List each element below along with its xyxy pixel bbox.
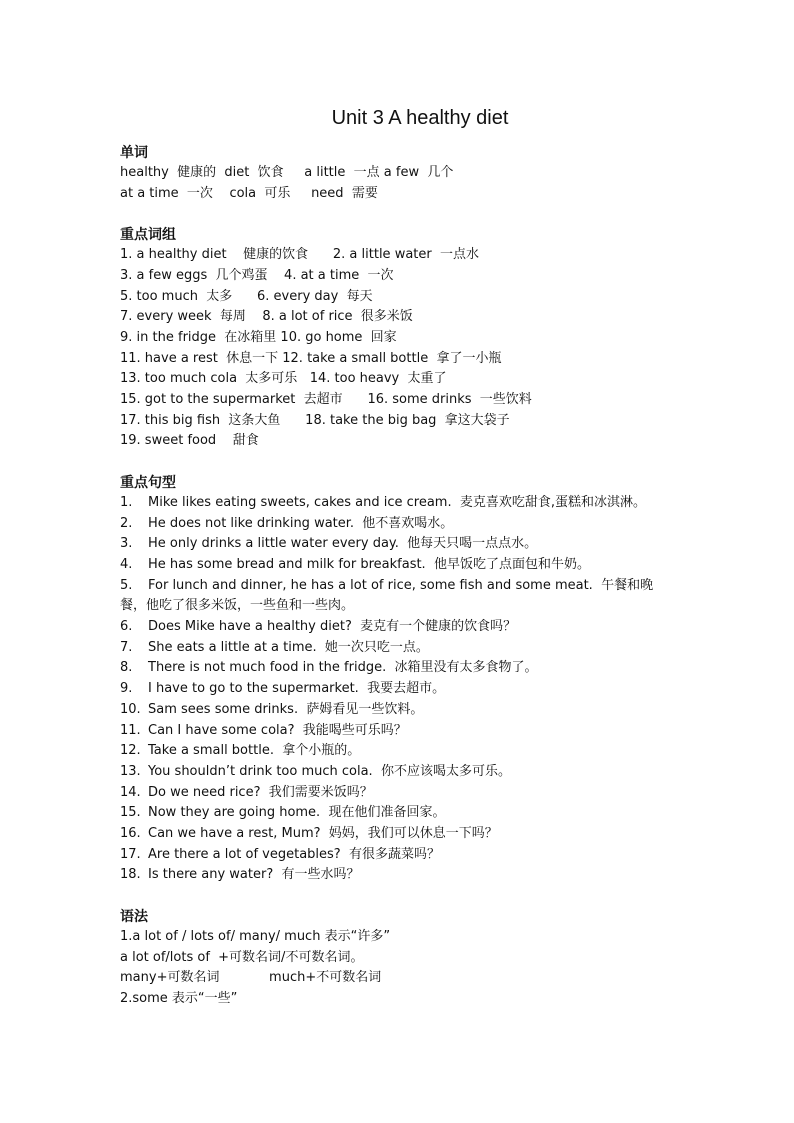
- sentence-number: 3.: [120, 536, 133, 552]
- sentence-number: 18.: [120, 867, 141, 883]
- phrase-line: 13. too much cola 太多可乐 14. too heavy 太重了: [120, 371, 447, 387]
- sentence-item: [120, 514, 720, 535]
- sentence-item: [120, 555, 720, 576]
- sentence-text: I have to go to the supermarket. 我要去超市。: [148, 681, 446, 697]
- phrases-heading: 重点词组: [120, 227, 176, 244]
- sentence-list: [120, 493, 720, 886]
- sentence-item: [120, 534, 720, 555]
- sentence-text: She eats a little at a time. 她一次只吃一点。: [148, 639, 429, 655]
- sentence-text: Mike likes eating sweets, cakes and ice cream. 麦克喜欢吃甜食,蛋糕和冰淇淋。: [148, 494, 646, 510]
- sentence-continuation: 餐，他吃了很多米饭，一些鱼和一些肉。: [120, 598, 355, 614]
- sentence-text: Now they are going home. 现在他们准备回家。: [148, 805, 446, 821]
- sentence-number: 14.: [120, 784, 141, 800]
- sentence-text: He only drinks a little water every day. 他每天只喝一点点水。: [148, 536, 538, 552]
- phrase-line: 7. every week 每周 8. a lot of rice 很多米饭: [120, 309, 413, 325]
- sentence-number: 15.: [120, 805, 141, 821]
- phrase-line: 11. have a rest 休息一下 12. take a small bottle 拿了一小瓶: [120, 350, 502, 366]
- sentence-item: [120, 845, 720, 866]
- sentence-text: There is not much food in the fridge. 冰箱里没有太多食物了。: [148, 660, 538, 676]
- sentence-number: 6.: [120, 619, 133, 635]
- phrase-line: 5. too much 太多 6. every day 每天: [120, 288, 373, 304]
- grammar-line: many+可数名词 much+不可数名词: [120, 970, 382, 986]
- sentence-item: [120, 865, 720, 886]
- sentence-item: [120, 762, 720, 783]
- sentence-item: [120, 783, 720, 804]
- sentence-item: [120, 741, 720, 762]
- sentence-text: Do we need rice? 我们需要米饭吗？: [148, 784, 373, 800]
- phrase-line: 3. a few eggs 几个鸡蛋 4. at a time 一次: [120, 267, 394, 283]
- sentence-item: [120, 721, 720, 742]
- sentence-text: Are there a lot of vegetables? 有很多蔬菜吗？: [148, 846, 440, 862]
- page-title: Unit 3 A healthy diet: [331, 107, 509, 129]
- sentence-number: 11.: [120, 722, 141, 738]
- sentence-text: For lunch and dinner, he has a lot of rice, some fish and some meat. 午餐和晚: [148, 577, 654, 593]
- sentence-number: 10.: [120, 701, 141, 717]
- grammar-line: a lot of/lots of +可数名词/不可数名词。: [120, 949, 364, 965]
- phrase-line: 9. in the fridge 在冰箱里 10. go home 回家: [120, 329, 397, 345]
- sentence-number: 9.: [120, 681, 133, 697]
- sentence-text: Does Mike have a healthy diet? 麦克有一个健康的饮食吗？: [148, 619, 517, 635]
- vocab-line: healthy 健康的 diet 饮食 a little 一点 a few 几个: [120, 165, 454, 180]
- vocab-line: at a time 一次 cola 可乐 need 需要: [120, 185, 378, 201]
- phrase-line: 17. this big fish 这条大鱼 18. take the big bag 拿这大袋子: [120, 412, 510, 428]
- grammar-section: [120, 907, 720, 1010]
- vocab-section: [120, 143, 720, 204]
- sentence-number: 12.: [120, 743, 141, 759]
- sentences-heading: 重点句型: [120, 474, 176, 491]
- sentence-number: 16.: [120, 826, 141, 842]
- sentence-text: Take a small bottle. 拿个小瓶的。: [148, 743, 361, 759]
- sentence-item: [120, 658, 720, 679]
- phrase-line: 1. a healthy diet 健康的饮食 2. a little water 一点水: [120, 247, 479, 263]
- document-page: [120, 104, 720, 1010]
- sentence-text: You shouldn’t drink too much cola. 你不应该喝太多可乐。: [148, 763, 511, 779]
- sentence-number: 4.: [120, 556, 133, 572]
- sentences-section: [120, 473, 720, 886]
- sentence-item: [120, 824, 720, 845]
- sentence-item: [120, 617, 720, 638]
- phrases-section: [120, 225, 720, 452]
- phrase-line: 19. sweet food 甜食: [120, 433, 259, 449]
- sentence-number: 5.: [120, 577, 133, 593]
- sentence-item: [120, 803, 720, 824]
- sentence-text: Sam sees some drinks. 萨姆看见一些饮料。: [148, 701, 424, 717]
- grammar-heading: 语法: [120, 908, 148, 925]
- sentence-item: [120, 700, 720, 721]
- sentence-number: 7.: [120, 639, 133, 655]
- vocab-heading: 单词: [120, 145, 148, 161]
- sentence-text: Can I have some cola? 我能喝些可乐吗？: [148, 722, 407, 738]
- sentence-number: 13.: [120, 763, 141, 779]
- sentence-item: [120, 638, 720, 659]
- sentence-item: [120, 493, 720, 514]
- grammar-line: 2.some 表示“一些”: [120, 990, 238, 1006]
- sentence-text: He has some bread and milk for breakfast. 他早饭吃了点面包和牛奶。: [148, 556, 590, 572]
- sentence-item: [120, 679, 720, 700]
- sentence-number: 1.: [120, 494, 133, 510]
- sentence-text: Is there any water? 有一些水吗？: [148, 867, 360, 883]
- sentence-number: 17.: [120, 846, 141, 862]
- sentence-item: [120, 576, 720, 597]
- sentence-number: 2.: [120, 515, 133, 531]
- phrase-line: 15. got to the supermarket 去超市 16. some drinks 一些饮料: [120, 392, 532, 408]
- sentence-text: Can we have a rest, Mum? 妈妈，我们可以休息一下吗？: [148, 826, 498, 842]
- sentence-number: 8.: [120, 660, 133, 676]
- grammar-line: 1.a lot of / lots of/ many/ much 表示“许多”: [120, 928, 391, 944]
- sentence-text: He does not like drinking water. 他不喜欢喝水。: [148, 515, 454, 531]
